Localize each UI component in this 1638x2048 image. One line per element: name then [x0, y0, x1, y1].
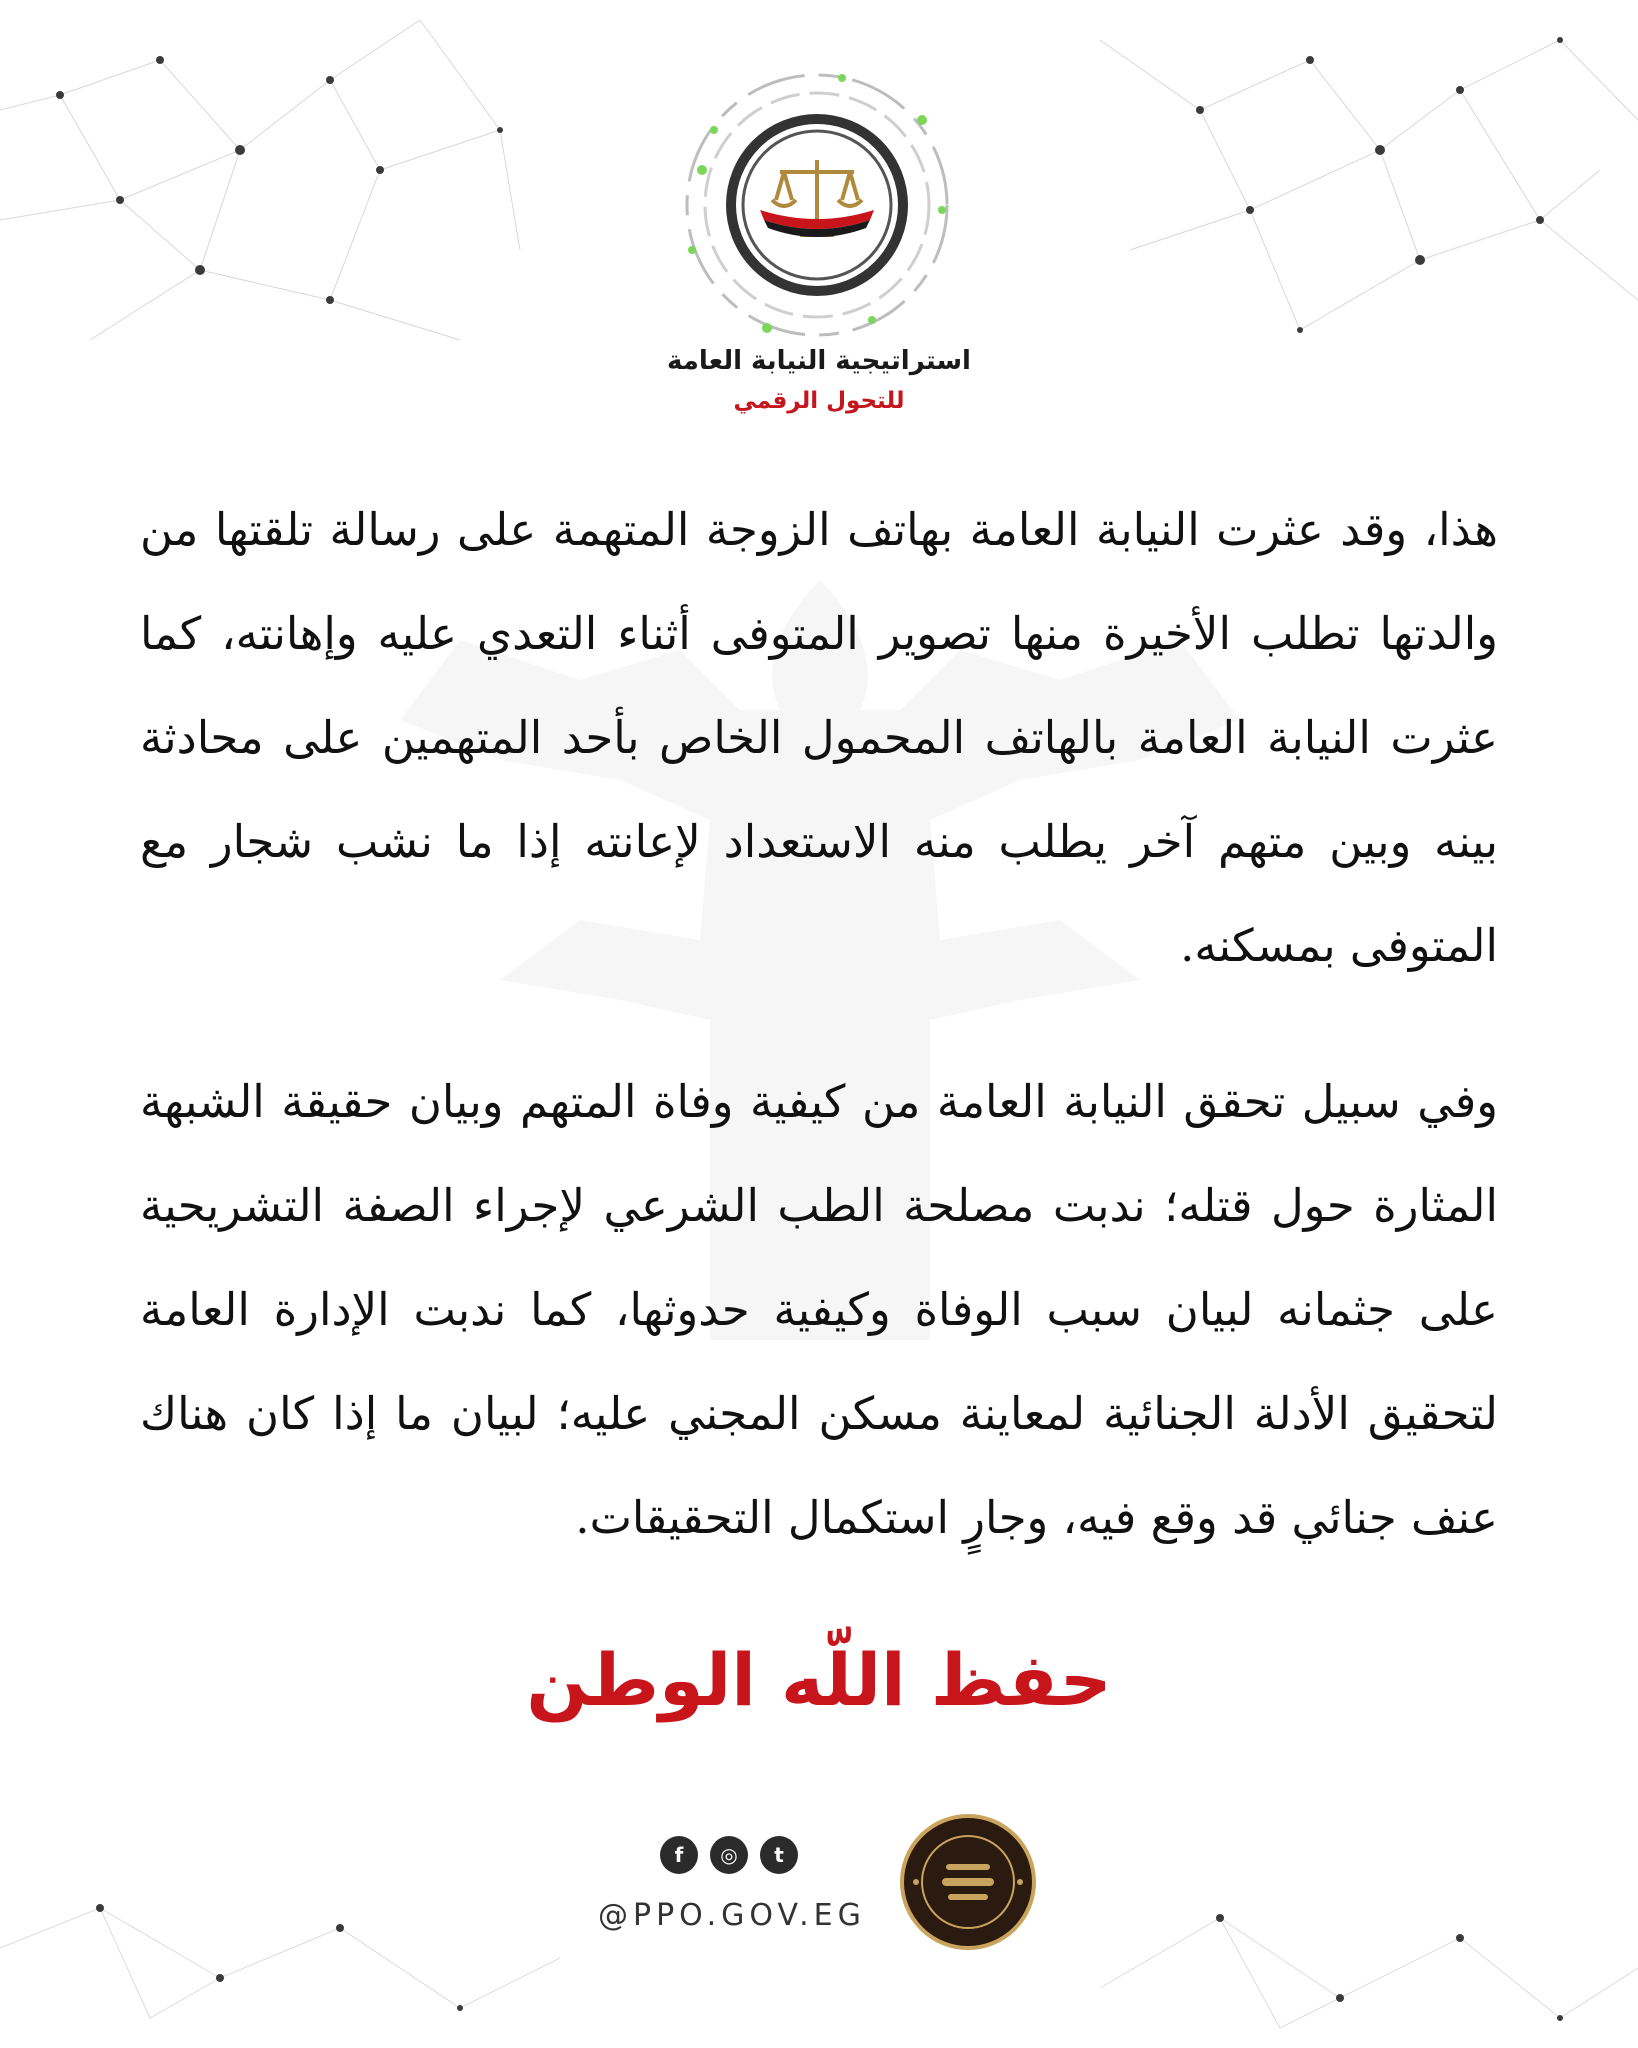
logo-subtitle: للتحول الرقمي — [733, 388, 905, 414]
twitter-icon[interactable]: t — [760, 1836, 798, 1874]
digital-strategy-logo — [672, 60, 962, 350]
instagram-icon[interactable]: ◎ — [710, 1836, 748, 1874]
website-handle[interactable]: @PPO.GOV.EG — [598, 1898, 866, 1933]
paragraph-2: وفي سبيل تحقق النيابة العامة من كيفية وفاة المتهم وبيان حقيقة الشبهة المثارة حول قتله؛ ندبت مصلحة الطب الشرعي لإجراء الصفة التشريحية على جثمانه لبيان سبب الوفاة وكيفية حدوثها، كما ندبت الإدارة العامة لتحقيق الأدلة الجنائية لمعاينة مسكن المجني عليه؛ لبيان ما إذا كان هناك عنف جنائي قد وقع فيه، وجارٍ استكمال التحقيقات. — [140, 1075, 1498, 1544]
network-background-bottom — [0, 1828, 1638, 2048]
statement-office-seal-icon — [898, 1812, 1038, 1952]
logo-title: استراتيجية النيابة العامة — [667, 346, 971, 376]
facebook-icon[interactable]: f — [660, 1836, 698, 1874]
social-links — [660, 1836, 798, 1876]
paragraph-1: هذا، وقد عثرت النيابة العامة بهاتف الزوجة المتهمة على رسالة تلقتها من والدتها تطلب الأخيرة منها تصوير المتوفى أثناء التعدي عليه وإهانته، كما عثرت النيابة العامة بالهاتف المحمول الخاص بأحد المتهمين على محادثة بينه وبين متهم آخر يطلب منه الاستعداد لإعانته إذا ما نشب شجار مع المتوفى بمسكنه. — [140, 503, 1498, 972]
motto-text: حفظ اللّه الوطن — [526, 1638, 1112, 1722]
